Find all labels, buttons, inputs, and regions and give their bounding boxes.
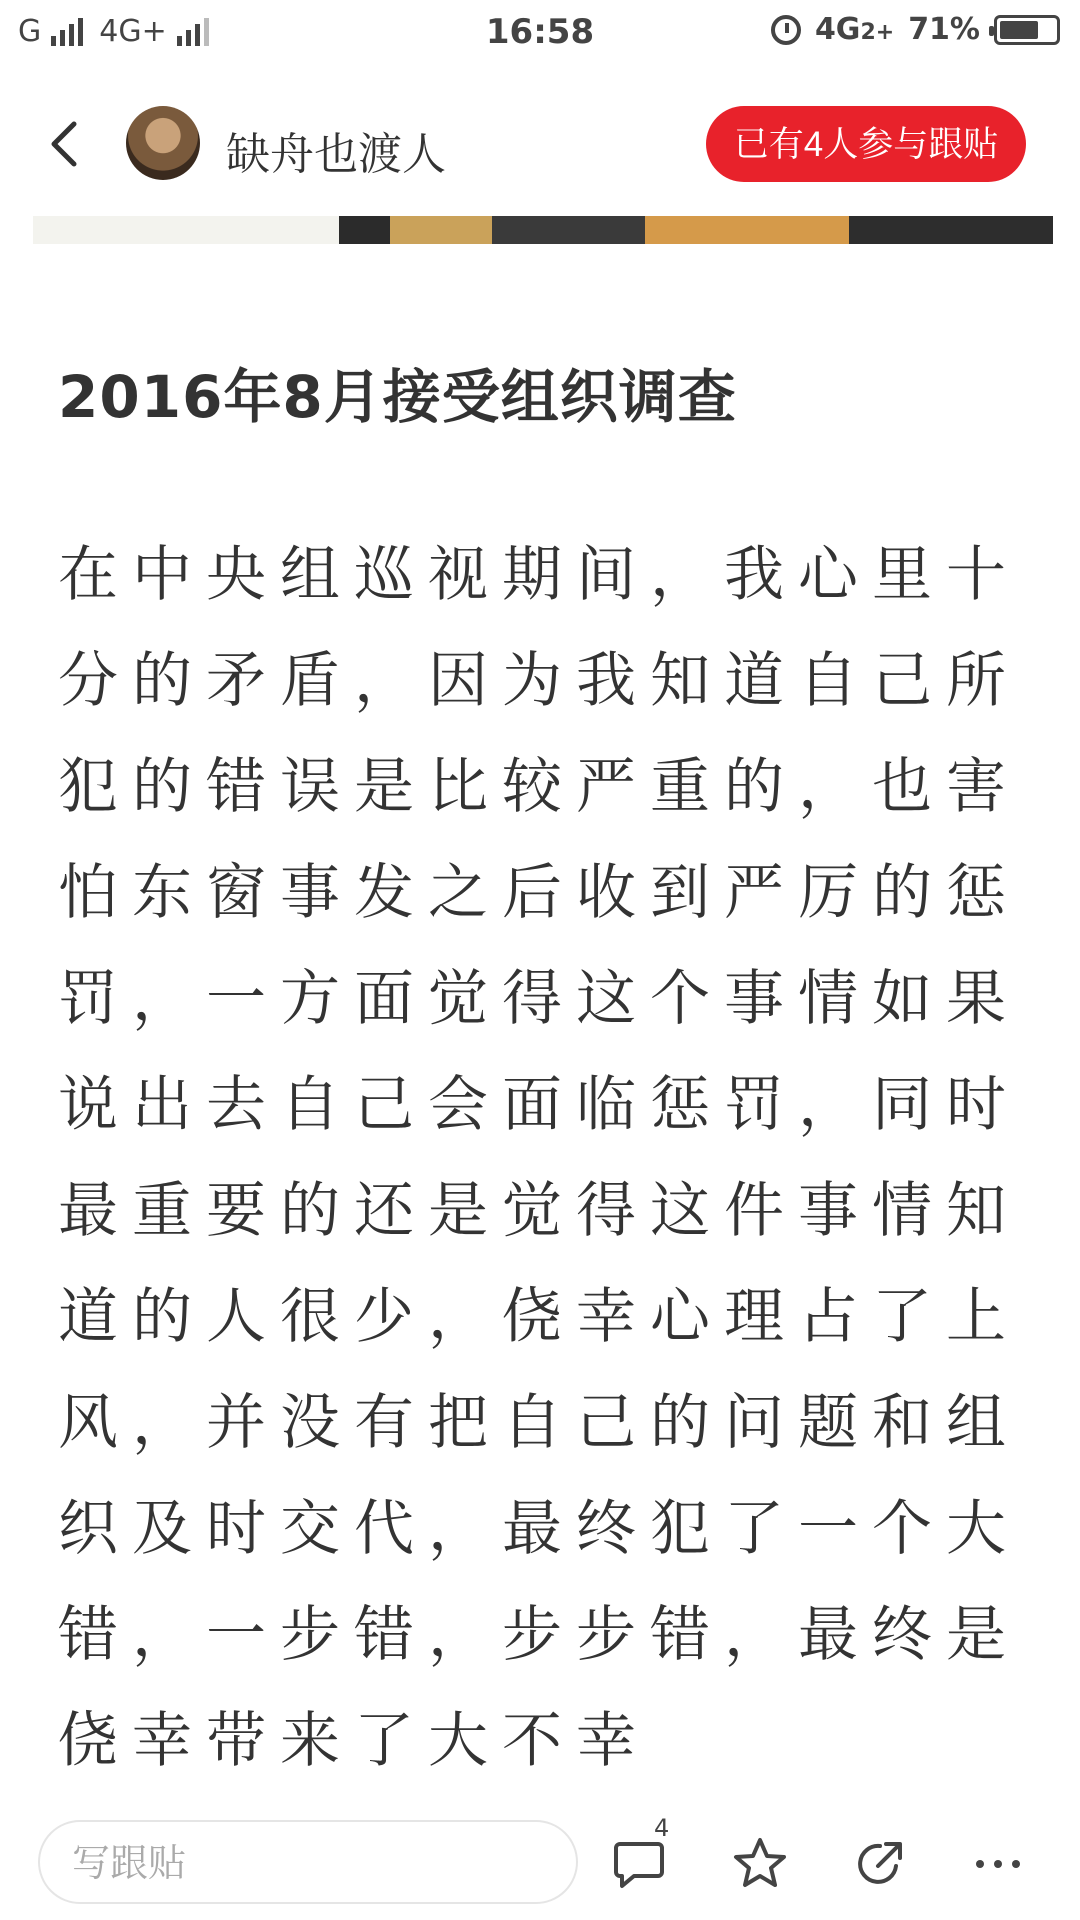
app-header bbox=[0, 96, 1080, 192]
clock: 16:58 bbox=[485, 12, 595, 52]
comment-participants-button[interactable]: 已有4人参与跟贴 bbox=[706, 106, 1026, 182]
share-icon[interactable] bbox=[848, 1832, 912, 1896]
carrier-label-2: 4G+ bbox=[99, 14, 167, 49]
article-headline: 2016年8月接受组织调查 bbox=[58, 363, 737, 431]
reply-box[interactable] bbox=[38, 1820, 578, 1904]
network-type: 4G bbox=[814, 12, 861, 47]
bottom-toolbar bbox=[0, 1814, 1080, 1920]
article-image bbox=[33, 216, 1053, 244]
network-label bbox=[815, 12, 894, 47]
battery-icon bbox=[994, 15, 1060, 45]
carrier-label-1: G bbox=[18, 14, 42, 49]
status-bar bbox=[0, 0, 1080, 76]
article-body: 在中央组巡视期间，我心里十分的矛盾，因为我知道自己所犯的错误是比较严重的，也害怕东窗事发之后收到严厉的惩罚，一方面觉得这个事情如果说出去自己会面临惩罚，同时最重要的还是觉得这件事情知道的人很少，侥幸心理占了上风，并没有把自己的问题和组织及时交代，最终犯了一个大错，一步错，步步错，最终是侥幸带来了大不幸 bbox=[58, 540, 1020, 1776]
star-icon[interactable] bbox=[728, 1832, 792, 1896]
status-icons bbox=[771, 12, 1060, 47]
alarm-icon bbox=[771, 15, 801, 45]
reply-input[interactable] bbox=[70, 1840, 554, 1886]
sim-label: 2+ bbox=[860, 20, 895, 45]
author-name[interactable]: 缺舟也渡人 bbox=[226, 129, 446, 180]
comment-count-badge: 4 bbox=[654, 1814, 670, 1842]
more-icon[interactable] bbox=[966, 1832, 1030, 1896]
article-content bbox=[58, 350, 1040, 1794]
battery-percent: 71% bbox=[908, 12, 980, 47]
author-avatar[interactable] bbox=[126, 106, 200, 180]
back-arrow-icon[interactable] bbox=[38, 114, 98, 174]
